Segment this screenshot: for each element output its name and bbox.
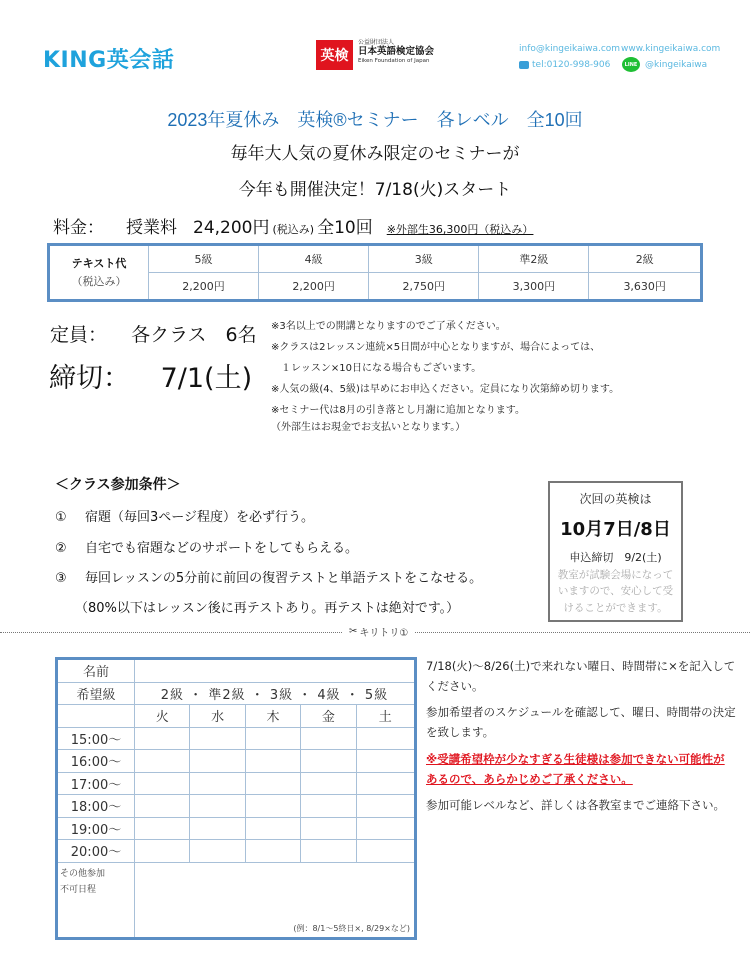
next-eiken-apply-deadline: 申込締切 9/2(土) xyxy=(569,551,662,564)
eiken-foundation-logo xyxy=(358,40,434,64)
condition-sub-note: （80%以下はレッスン後に再テストあり。再テストは絶対です。） xyxy=(75,601,460,616)
king-eikaiwa-logo: KING英会話 xyxy=(43,48,175,73)
schedule-cell[interactable] xyxy=(135,750,190,773)
eiken-org-type: 公益財団法人 xyxy=(358,39,395,46)
text-fee-price: 3,630円 xyxy=(589,273,702,301)
text-fee-table xyxy=(47,243,703,302)
schedule-cell[interactable] xyxy=(135,840,190,863)
time-row xyxy=(57,750,416,773)
note-item: ※人気の級(4、5級)は早めにお申込ください。定員になり次第締め切ります。 xyxy=(271,383,620,395)
text-fee-level: 3級 xyxy=(369,245,479,273)
time-row xyxy=(57,772,416,795)
text-fee-level: 4級 xyxy=(259,245,369,273)
instruction-3: 参加可能レベルなど、詳しくは各教室までご連絡下さい。 xyxy=(426,797,725,812)
schedule-cell[interactable] xyxy=(356,795,415,818)
text-fee-price: 2,200円 xyxy=(259,273,369,301)
schedule-cell[interactable] xyxy=(190,840,245,863)
other-dates-label xyxy=(57,862,135,938)
instruction-2: 参加希望者のスケジュールを確認して、曜日、時間帯の決定を致します。 xyxy=(426,705,736,740)
text-fee-price: 3,300円 xyxy=(479,273,589,301)
schedule-cell[interactable] xyxy=(245,795,300,818)
other-dates-example: (例：8/1〜5終日×, 8/29×など) xyxy=(293,923,410,933)
application-form xyxy=(55,657,417,940)
schedule-cell[interactable] xyxy=(190,750,245,773)
subtitle-2: 今年も開催決定！7/18(火)スタート xyxy=(238,180,512,200)
schedule-cell[interactable] xyxy=(245,840,300,863)
day-header: 水 xyxy=(190,705,245,728)
schedule-cell[interactable] xyxy=(356,727,415,750)
condition-item xyxy=(55,567,482,586)
condition-number: ③ xyxy=(55,571,67,586)
contact-website[interactable]: www.kingeikaiwa.com xyxy=(621,44,721,54)
level-options[interactable]: 2級 ・ 準2級 ・ 3級 ・ 4級 ・ 5級 xyxy=(135,682,416,705)
other-dates-label-2: 不可日程 xyxy=(60,884,97,895)
phone-icon xyxy=(519,61,529,69)
other-dates-label-1: その他参加 xyxy=(60,868,106,879)
conditions-title: ＜クラス参加条件＞ xyxy=(55,477,181,493)
text-fee-price: 2,200円 xyxy=(149,273,259,301)
time-label: 18:00〜 xyxy=(57,795,135,818)
capacity xyxy=(50,320,257,347)
schedule-cell[interactable] xyxy=(301,772,356,795)
cut-label xyxy=(343,624,414,639)
schedule-cell[interactable] xyxy=(301,817,356,840)
schedule-cell[interactable] xyxy=(135,727,190,750)
name-input-cell[interactable] xyxy=(135,659,416,683)
text-fee-price: 2,750円 xyxy=(369,273,479,301)
note-item: ※セミナー代は8月の引き落とし月謝に追加となります。 xyxy=(271,404,525,416)
form-name-row xyxy=(57,659,416,683)
next-eiken-note: 教室が試験会場になっていますので、安心して受けることができます。 xyxy=(557,569,674,614)
schedule-cell[interactable] xyxy=(190,727,245,750)
schedule-cell[interactable] xyxy=(245,772,300,795)
schedule-cell[interactable] xyxy=(301,727,356,750)
time-label: 16:00〜 xyxy=(57,750,135,773)
fee-item: 授業料 xyxy=(126,218,177,238)
schedule-cell[interactable] xyxy=(135,817,190,840)
deadline-label: 締切： xyxy=(49,363,130,394)
line-icon: LINE xyxy=(622,57,640,72)
time-label: 20:00〜 xyxy=(57,840,135,863)
tel-number: tel:0120-998-906 xyxy=(532,60,611,70)
condition-item xyxy=(55,506,314,525)
eiken-logo-mark: 英検 xyxy=(316,40,353,70)
contact-line[interactable] xyxy=(622,57,707,72)
fee-label: 料金： xyxy=(53,218,104,238)
fee-tax: (税込み) xyxy=(272,223,315,236)
contact-tel[interactable] xyxy=(519,60,610,70)
schedule-cell[interactable] xyxy=(190,795,245,818)
next-eiken-box xyxy=(548,481,683,622)
level-label: 希望級 xyxy=(57,682,135,705)
fee-line xyxy=(53,213,533,238)
schedule-cell[interactable] xyxy=(135,795,190,818)
name-label: 名前 xyxy=(57,659,135,683)
note-item: １レッスン×10日になる場合もございます。 xyxy=(271,362,482,374)
schedule-cell[interactable] xyxy=(190,772,245,795)
time-row xyxy=(57,795,416,818)
schedule-cell[interactable] xyxy=(301,795,356,818)
notes-list xyxy=(271,318,619,436)
next-eiken-date: 10月7日/8日 xyxy=(560,519,671,540)
scissors-icon: ✂ xyxy=(349,626,358,637)
time-label: 17:00〜 xyxy=(57,772,135,795)
fee-count: 全10回 xyxy=(317,218,373,238)
schedule-cell[interactable] xyxy=(190,817,245,840)
other-dates-row xyxy=(57,862,416,938)
days-corner xyxy=(57,705,135,728)
time-label: 15:00〜 xyxy=(57,727,135,750)
capacity-label: 定員： xyxy=(50,324,108,346)
warning-text: ※受講希望枠が少なすぎる生徒様は参加できない可能性があるので、あらかじめご了承ください。 xyxy=(426,751,725,786)
subtitle-1: 毎年大人気の夏休み限定のセミナーが xyxy=(230,144,520,164)
eiken-org-en: Eiken Foundation of Japan xyxy=(358,57,430,64)
condition-text: 毎回レッスンの5分前に前回の復習テストと単語テストをこなせる。 xyxy=(85,571,483,586)
text-fee-level: 準2級 xyxy=(479,245,589,273)
note-item: （外部生はお現金でお支払いとなります。） xyxy=(271,421,466,433)
text-fee-level: 5級 xyxy=(149,245,259,273)
note-item: ※3名以上での開講となりますのでご了承ください。 xyxy=(271,320,506,332)
time-row xyxy=(57,817,416,840)
eiken-org-name: 日本英語検定協会 xyxy=(358,45,435,57)
schedule-cell[interactable] xyxy=(245,750,300,773)
fee-external-note: ※外部生36,300円（税込み） xyxy=(386,223,534,236)
text-fee-header-label: テキスト代 xyxy=(71,256,127,270)
day-header: 土 xyxy=(356,705,415,728)
schedule-cell[interactable] xyxy=(245,727,300,750)
time-row xyxy=(57,840,416,863)
condition-text: 自宅でも宿題などのサポートをしてもらえる。 xyxy=(85,541,359,556)
cut-label-text: キリトリ① xyxy=(359,628,409,639)
day-header: 火 xyxy=(135,705,190,728)
deadline-value: 7/1(土) xyxy=(160,363,253,394)
text-fee-header-sub: （税込み） xyxy=(71,274,127,288)
time-label: 19:00〜 xyxy=(57,817,135,840)
schedule-cell[interactable] xyxy=(245,817,300,840)
contact-email[interactable]: info@kingeikaiwa.com xyxy=(519,44,621,54)
instruction-1: 7/18(火)〜8/26(土)で来れない曜日、時間帯に×を記入してください。 xyxy=(426,659,736,694)
page-title: 2023年夏休み 英検®セミナー 各レベル 全10回 xyxy=(167,110,583,130)
text-fee-header xyxy=(49,245,149,301)
form-level-row xyxy=(57,682,416,705)
schedule-cell[interactable] xyxy=(356,817,415,840)
form-instructions xyxy=(426,656,736,821)
time-row xyxy=(57,727,416,750)
schedule-cell[interactable] xyxy=(135,772,190,795)
schedule-cell[interactable] xyxy=(356,840,415,863)
condition-text: 宿題（毎回3ページ程度）を必ず行う。 xyxy=(85,510,315,525)
form-days-row xyxy=(57,705,416,728)
text-fee-level: 2級 xyxy=(589,245,702,273)
next-eiken-heading: 次回の英検は xyxy=(579,492,652,506)
day-header: 金 xyxy=(301,705,356,728)
capacity-value: 各クラス 6名 xyxy=(131,324,257,346)
fee-amount: 24,200円 xyxy=(193,218,270,238)
note-item: ※クラスは2レッスン連続×5日間が中心となりますが、場合によっては、 xyxy=(271,341,601,353)
condition-number: ① xyxy=(55,510,67,525)
condition-number: ② xyxy=(55,541,67,556)
schedule-cell[interactable] xyxy=(356,750,415,773)
text-fee-level-row xyxy=(49,245,702,273)
schedule-cell[interactable] xyxy=(356,772,415,795)
schedule-cell[interactable] xyxy=(301,750,356,773)
deadline xyxy=(49,356,252,395)
line-id: @kingeikaiwa xyxy=(645,59,708,70)
other-dates-input[interactable] xyxy=(135,862,416,938)
condition-item xyxy=(55,537,358,556)
schedule-cell[interactable] xyxy=(301,840,356,863)
day-header: 木 xyxy=(245,705,300,728)
